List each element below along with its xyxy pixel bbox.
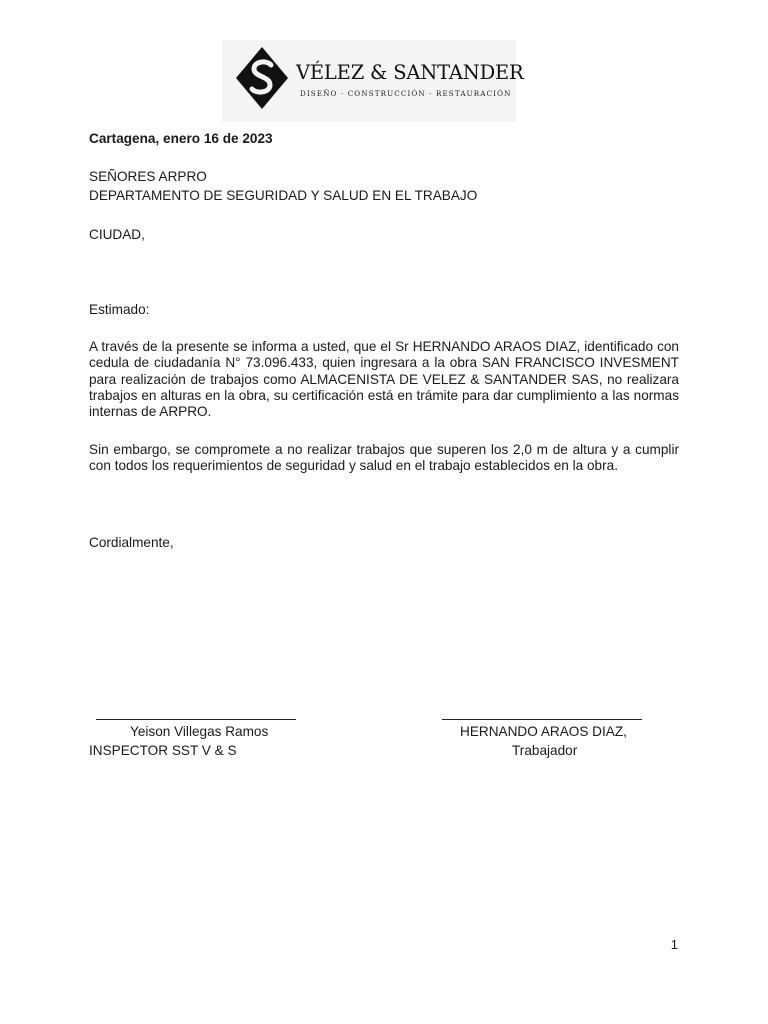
salutation: Estimado: xyxy=(89,302,150,317)
recipient-line-2: DEPARTAMENTO DE SEGURIDAD Y SALUD EN EL TRABAJO xyxy=(89,188,478,203)
body-paragraph-2: Sin embargo, se compromete a no realizar trabajos que superen los 2,0 m de altura y a cumplir con todos los requerimientos de seguridad y salud en el trabajo establecidos en la obra. xyxy=(89,442,679,474)
left-signer-name: Yeison Villegas Ramos xyxy=(130,724,269,739)
letter-date: Cartagena, enero 16 de 2023 xyxy=(89,131,273,146)
left-signature-line xyxy=(96,719,296,720)
company-logo xyxy=(222,40,524,122)
right-signer-title: Trabajador xyxy=(512,743,578,758)
page-number: 1 xyxy=(670,937,678,952)
city-line: CIUDAD, xyxy=(89,227,145,242)
right-signature-line xyxy=(442,719,642,720)
body-paragraph-1: A través de la presente se informa a usted, que el Sr HERNANDO ARAOS DIAZ, identificado con cedula de ciudadanía N° 73.096.433, quien ingresara a la obra SAN FRANCISCO INVESMENT para realización de trabajos como ALMACENISTA DE VELEZ & SANTANDER SAS, no realizara trabajos en alturas en la obra, su certificación está en trámite para dar cumplimiento a las normas internas de ARPRO. xyxy=(89,339,679,420)
logo-company-name: VÉLEZ & SANTANDER xyxy=(296,61,524,84)
closing: Cordialmente, xyxy=(89,535,174,550)
company-emblem-icon xyxy=(234,45,290,111)
recipient-line-1: SEÑORES ARPRO xyxy=(89,169,207,184)
logo-tagline: DISEÑO · CONSTRUCCIÓN · RESTAURACIÓN xyxy=(300,89,512,98)
left-signer-title: INSPECTOR SST V & S xyxy=(89,743,237,758)
right-signer-name: HERNANDO ARAOS DIAZ, xyxy=(460,724,627,739)
